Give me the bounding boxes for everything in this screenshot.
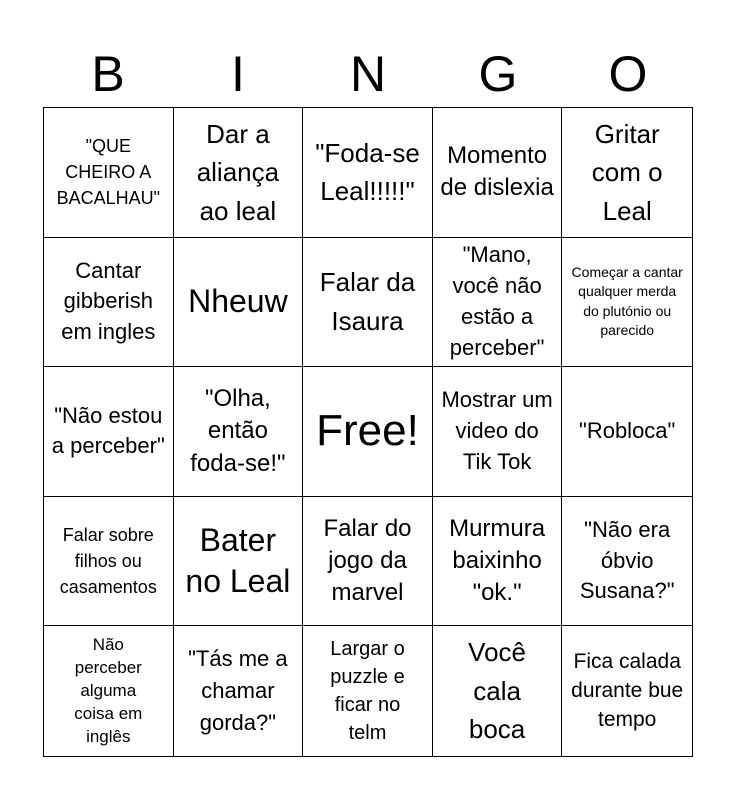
bingo-cell[interactable] [433, 238, 563, 368]
header-letter-o: O [608, 46, 648, 102]
cell-text: Fica calada durante bue tempo [571, 649, 684, 731]
cell-text: Falar da Isaura [319, 267, 416, 336]
header-letter-g: G [478, 46, 518, 102]
cell-text: "Foda-se Leal!!!!!" [315, 137, 420, 207]
cell-text: Não perceber alguma coisa em inglês [74, 634, 143, 746]
bingo-cell[interactable] [174, 238, 304, 368]
cell-text: Falar do jogo da marvel [323, 514, 412, 607]
bingo-cell[interactable] [562, 238, 692, 368]
cell-text: Começar a cantar qualquer merda do plutónio ou parecido [571, 263, 683, 339]
cell-text: Falar sobre filhos ou casamentos [59, 524, 157, 598]
cell-text: Dar a aliança ao leal [196, 118, 280, 226]
cell-text: "QUE CHEIRO A BACALHAU" [56, 136, 160, 209]
bingo-cell[interactable] [303, 497, 433, 627]
bingo-cell[interactable] [44, 238, 174, 368]
bingo-cell[interactable] [433, 626, 563, 756]
bingo-cell[interactable] [44, 497, 174, 627]
cell-text: Gritar com o Leal [591, 118, 663, 226]
bingo-cell[interactable] [174, 497, 304, 627]
bingo-cell[interactable] [174, 367, 304, 497]
cell-text: "Não estou a perceber" [51, 402, 165, 459]
bingo-cell[interactable] [174, 626, 304, 756]
cell-text: Free! [316, 406, 419, 456]
bingo-cell[interactable] [562, 108, 692, 238]
bingo-cell[interactable] [44, 108, 174, 238]
cell-text: "Mano, você não estão a perceber" [449, 242, 545, 360]
cell-text: Você cala boca [468, 637, 526, 745]
cell-text: Mostrar um video do Tik Tok [441, 387, 553, 474]
bingo-cell[interactable] [562, 367, 692, 497]
cell-text: "Não era óbvio Susana?" [579, 516, 675, 604]
bingo-cell[interactable] [562, 497, 692, 627]
bingo-board [43, 107, 693, 757]
bingo-cell[interactable] [303, 108, 433, 238]
cell-text: Bater no Leal [185, 521, 291, 600]
cell-text: Momento de dislexia [440, 141, 554, 202]
cell-text: Murmura baixinho "ok." [449, 514, 546, 607]
bingo-header [43, 40, 693, 108]
bingo-cell[interactable] [303, 238, 433, 368]
header-letter-n: N [349, 46, 387, 102]
cell-text: "Olha, então foda-se!" [190, 384, 286, 477]
header-letter-i: I [231, 46, 245, 102]
bingo-cell[interactable] [433, 108, 563, 238]
bingo-cell[interactable] [562, 626, 692, 756]
bingo-cell[interactable] [303, 626, 433, 756]
cell-text: Nheuw [188, 283, 288, 320]
bingo-cell[interactable] [433, 497, 563, 627]
cell-text: "Tás me a chamar gorda?" [188, 646, 288, 736]
cell-text: "Robloca" [579, 418, 676, 444]
cell-text: Largar o puzzle e ficar no telm [330, 638, 405, 745]
bingo-free-cell[interactable] [303, 367, 433, 497]
bingo-cell[interactable] [44, 367, 174, 497]
bingo-cell[interactable] [433, 367, 563, 497]
bingo-cell[interactable] [44, 626, 174, 756]
header-letter-b: B [91, 46, 125, 102]
bingo-cell[interactable] [174, 108, 304, 238]
cell-text: Cantar gibberish em ingles [61, 257, 156, 345]
